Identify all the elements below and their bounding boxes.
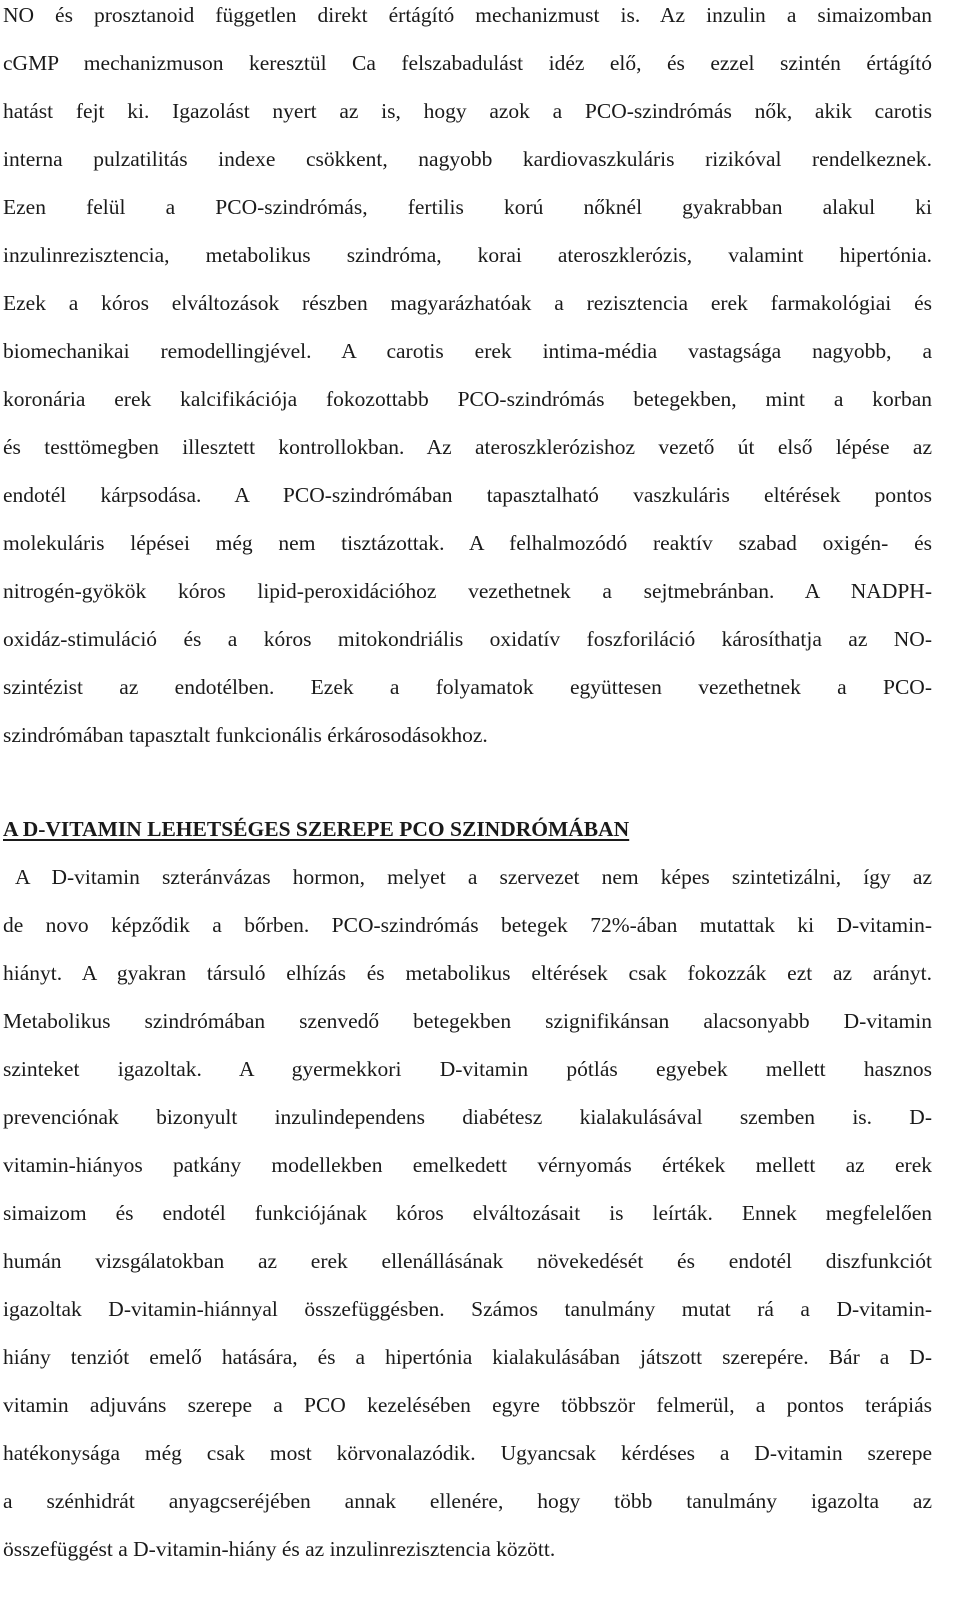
paragraph-line: hiányt. A gyakran társuló elhízás és metabolikus eltérések csak fokozzák ezt az arányt. [3,961,932,985]
paragraph-line: A D-vitamin szteránvázas hormon, melyet a szervezet nem képes szintetizálni, így az [15,865,932,889]
paragraph-line: interna pulzatilitás indexe csökkent, nagyobb kardiovaszkuláris rizikóval rendelkeznek. [3,147,932,171]
paragraph-line: NO és prosztanoid független direkt értágító mechanizmust is. Az inzulin a simaizomban [3,3,932,27]
paragraph-line: inzulinrezisztencia, metabolikus szindróma, korai ateroszklerózis, valamint hipertónia. [3,243,932,267]
section-heading: A D-VITAMIN LEHETSÉGES SZEREPE PCO SZINDRÓMÁBAN [3,817,630,841]
paragraph-line: cGMP mechanizmuson keresztül Ca felszabadulást idéz elő, és ezzel szintén értágító [3,51,932,75]
paragraph-line: összefüggést a D-vitamin-hiány és az inzulinrezisztencia között. [3,1537,556,1561]
paragraph-line: Metabolikus szindrómában szenvedő betegekben szignifikánsan alacsonyabb D-vitamin [3,1009,932,1033]
paragraph-line: hatást fejt ki. Igazolást nyert az is, hogy azok a PCO-szindrómás nők, akik carotis [3,99,932,123]
paragraph-line: vitamin-hiányos patkány modellekben emelkedett vérnyomás értékek mellett az erek [3,1153,932,1177]
paragraph-line: szintézist az endotélben. Ezek a folyamatok együttesen vezethetnek a PCO- [3,675,932,699]
paragraph-line: humán vizsgálatokban az erek ellenállásának növekedését és endotél diszfunkciót [3,1249,932,1273]
paragraph-line: de novo képződik a bőrben. PCO-szindrómás betegek 72%-ában mutattak ki D-vitamin- [3,913,932,937]
paragraph-line: hiány tenziót emelő hatására, és a hipertónia kialakulásában játszott szerepére. Bár a D- [3,1345,932,1369]
paragraph-line: endotél kárpsodása. A PCO-szindrómában tapasztalható vaszkuláris eltérések pontos [3,483,932,507]
paragraph-line: szinteket igazoltak. A gyermekkori D-vitamin pótlás egyebek mellett hasznos [3,1057,932,1081]
paragraph-line: prevenciónak bizonyult inzulindependens diabétesz kialakulásával szemben is. D- [3,1105,932,1129]
paragraph-line: simaizom és endotél funkciójának kóros elváltozásait is leírták. Ennek megfelelően [3,1201,932,1225]
paragraph-line: oxidáz-stimuláció és a kóros mitokondriális oxidatív foszforiláció károsíthatja az NO- [3,627,932,651]
paragraph-line: molekuláris lépései még nem tisztázottak. A felhalmozódó reaktív szabad oxigén- és [3,531,932,555]
paragraph-line: a szénhidrát anyagcseréjében annak ellenére, hogy több tanulmány igazolta az [3,1489,932,1513]
paragraph-line: igazoltak D-vitamin-hiánnyal összefüggésben. Számos tanulmány mutat rá a D-vitamin- [3,1297,932,1321]
paragraph-line: Ezen felül a PCO-szindrómás, fertilis korú nőknél gyakrabban alakul ki [3,195,932,219]
paragraph-line: és testtömegben illesztett kontrollokban. Az ateroszklerózishoz vezető út első lépése az [3,435,932,459]
paragraph-line: biomechanikai remodellingjével. A carotis erek intima-média vastagsága nagyobb, a [3,339,932,363]
paragraph-line: Ezek a kóros elváltozások részben magyarázhatóak a rezisztencia erek farmakológiai és [3,291,932,315]
paragraph-line: nitrogén-gyökök kóros lipid-peroxidációhoz vezethetnek a sejtmebránban. A NADPH- [3,579,932,603]
paragraph-line: hatékonysága még csak most körvonalazódik. Ugyancsak kérdéses a D-vitamin szerepe [3,1441,932,1465]
paragraph-line: koronária erek kalcifikációja fokozottabb PCO-szindrómás betegekben, mint a korban [3,387,932,411]
paragraph-line: szindrómában tapasztalt funkcionális érkárosodásokhoz. [3,723,488,747]
paragraph-line: vitamin adjuváns szerepe a PCO kezelésében egyre többször felmerül, a pontos terápiás [3,1393,932,1417]
